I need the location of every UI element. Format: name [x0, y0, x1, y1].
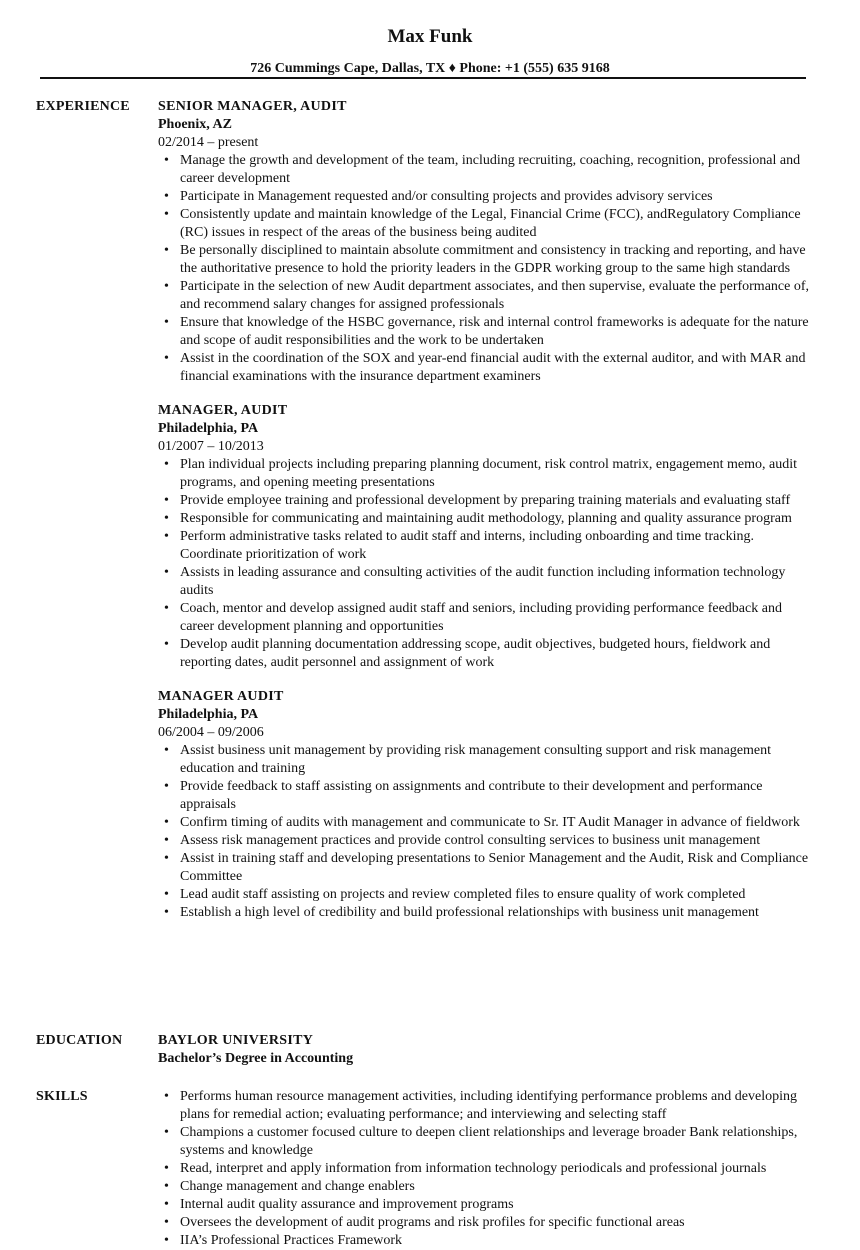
job-title: SENIOR MANAGER, AUDIT [158, 99, 347, 114]
list-item: • Establish a high level of credibility and build professional relationships with business unit management [158, 904, 813, 922]
list-item: • Ensure that knowledge of the HSBC governance, risk and internal control frameworks is adequate for the nature and scope of audit responsibilities and the work to be undertaken [158, 314, 813, 350]
skills-body [158, 1088, 813, 1250]
job-dates: 01/2007 – 10/2013 [158, 439, 264, 454]
list-item: • Provide feedback to staff assisting on assignments and contribute to their development and performance appraisals [158, 778, 813, 814]
list-item: • Assist in the coordination of the SOX and year-end financial audit with the external auditor, and with MAR and financial examinations with the insurance department examiners [158, 350, 813, 386]
header-divider [40, 77, 806, 79]
list-item: • Participate in the selection of new Audit department associates, and then supervise, evaluate the performance of, and recommend salary changes for assigned professionals [158, 278, 813, 314]
job-entry [158, 98, 813, 386]
contact-line: 726 Cummings Cape, Dallas, TX ♦ Phone: +1 (555) 635 9168 [250, 61, 610, 76]
job-bullets [158, 742, 813, 922]
job-entry [158, 402, 813, 672]
list-item: • Coach, mentor and develop assigned audit staff and seniors, including providing performance feedback and career development planning and opportunities [158, 600, 813, 636]
resume-header [0, 0, 860, 78]
list-item: • Responsible for communicating and maintaining audit methodology, planning and quality assurance program [158, 510, 813, 528]
list-item: • Participate in Management requested and/or consulting projects and provides advisory services [158, 188, 813, 206]
list-item: • Read, interpret and apply information from information technology periodicals and professional journals [158, 1160, 813, 1178]
job-location: Phoenix, AZ [158, 117, 232, 132]
job-dates: 02/2014 – present [158, 135, 259, 150]
job-title: MANAGER AUDIT [158, 689, 284, 704]
section-label-education: EDUCATION [36, 1033, 123, 1048]
list-item: • Develop audit planning documentation addressing scope, audit objectives, budgeted hours, fieldwork and reporting dates, audit personnel and assignment of work [158, 636, 813, 672]
list-item: • Provide employee training and professional development by preparing training materials and evaluating staff [158, 492, 813, 510]
job-bullets [158, 456, 813, 672]
list-item: • Champions a customer focused culture to deepen client relationships and leverage broader Bank relationships, systems and knowledge [158, 1124, 813, 1160]
list-item: • Oversees the development of audit programs and risk profiles for specific functional areas [158, 1214, 813, 1232]
list-item: • Internal audit quality assurance and improvement programs [158, 1196, 813, 1214]
list-item: • IIA’s Professional Practices Framework [158, 1232, 813, 1250]
experience-body [158, 98, 813, 938]
education-body [158, 1032, 813, 1068]
list-item: • Be personally disciplined to maintain absolute commitment and consistency in tracking and reporting, and have the authoritative presence to hold the priority leaders in the GDPR working group to the same high standards [158, 242, 813, 278]
list-item: • Lead audit staff assisting on projects and review completed files to ensure quality of work completed [158, 886, 813, 904]
school-name: BAYLOR UNIVERSITY [158, 1033, 314, 1048]
list-item: • Consistently update and maintain knowledge of the Legal, Financial Crime (FCC), andRegulatory Compliance (RC) issues in respect of the areas of the business being audited [158, 206, 813, 242]
list-item: • Change management and change enablers [158, 1178, 813, 1196]
list-item: • Perform administrative tasks related to audit staff and interns, including onboarding and time tracking. Coordinate prioritization of work [158, 528, 813, 564]
degree: Bachelor’s Degree in Accounting [158, 1051, 354, 1066]
job-location: Philadelphia, PA [158, 707, 259, 722]
candidate-name: Max Funk [387, 26, 473, 47]
list-item: • Manage the growth and development of the team, including recruiting, coaching, recognition, professional and career development [158, 152, 813, 188]
job-title: MANAGER, AUDIT [158, 403, 288, 418]
job-entry [158, 688, 813, 922]
list-item: • Performs human resource management activities, including identifying performance problems and developing plans for remedial action; evaluating performance; and interviewing and selecting staff [158, 1088, 813, 1124]
list-item: • Assess risk management practices and provide control consulting services to business unit management [158, 832, 813, 850]
list-item: • Assist business unit management by providing risk management consulting support and risk management education and training [158, 742, 813, 778]
list-item: • Assists in leading assurance and consulting activities of the audit function including information technology audits [158, 564, 813, 600]
skills-list [158, 1088, 813, 1250]
job-bullets [158, 152, 813, 386]
section-label-skills: SKILLS [36, 1089, 88, 1104]
list-item: • Confirm timing of audits with management and communicate to Sr. IT Audit Manager in advance of fieldwork [158, 814, 813, 832]
section-label-experience: EXPERIENCE [36, 99, 130, 114]
job-dates: 06/2004 – 09/2006 [158, 725, 264, 740]
list-item: • Plan individual projects including preparing planning document, risk control matrix, engagement memo, audit programs, and opening meeting presentations [158, 456, 813, 492]
list-item: • Assist in training staff and developing presentations to Senior Management and the Audit, Risk and Compliance Committee [158, 850, 813, 886]
job-location: Philadelphia, PA [158, 421, 259, 436]
